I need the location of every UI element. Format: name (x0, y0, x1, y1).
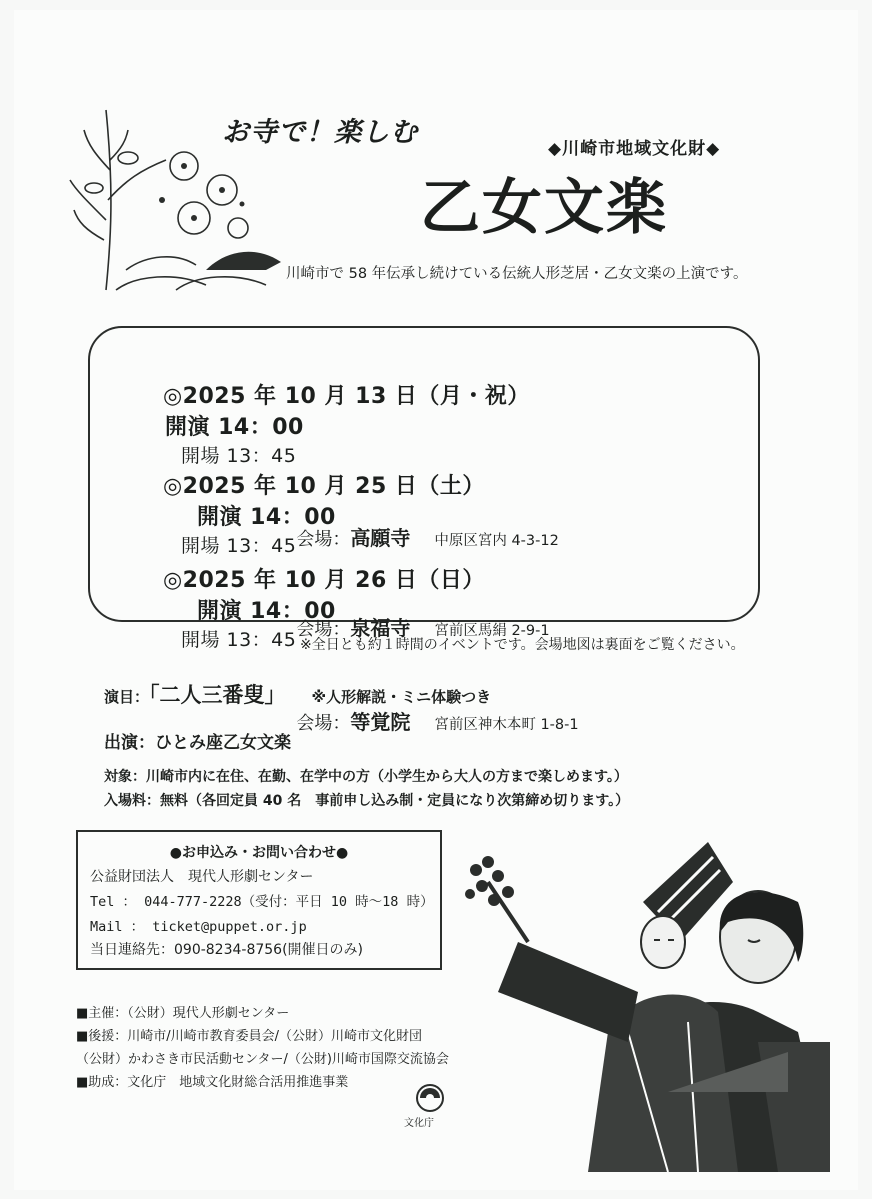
performance-date: ◎2025 年 10 月 26 日（日） (162, 568, 485, 593)
doors-time: 開場 13：45 (180, 535, 297, 557)
venue-address: 宮前区神木本町 1-8-1 (434, 717, 579, 733)
program-title: 「二人三番叟」 (149, 683, 286, 707)
venue-address: 宮前区馬絹 2-9-1 (434, 623, 550, 639)
start-time: 開演 14：00 (164, 415, 304, 440)
agency-logo-text: 文化庁 (404, 1118, 434, 1129)
contact-email[interactable]: Mail ： ticket@puppet.or.jp (90, 919, 307, 935)
performance-date: ◎2025 年 10 月 13 日（月・祝） (162, 384, 530, 409)
venue-label: 会場： (296, 619, 351, 640)
performance-date: ◎2025 年 10 月 25 日（土） (162, 474, 485, 499)
heritage-tag: ◆川崎市地域文化財◆ (548, 139, 721, 159)
contact-organization: 公益財団法人 現代人形劇センター (90, 869, 314, 885)
cast-name: ひとみ座乙女文楽 (155, 733, 291, 753)
cast-line (104, 728, 291, 753)
event-note: ※全日とも約１時間のイベントです。会場地図は裏面をご覧ください。 (300, 637, 745, 653)
doors-time: 開場 13：45 (180, 629, 297, 651)
venue-name: 高願寺 (350, 526, 411, 550)
cast-label: 出演： (104, 733, 155, 753)
credits-block (76, 1002, 449, 1094)
target-audience: 対象：川崎市内に在住、在勤、在学中の方（小学生から大人の方まで楽しめます。） (104, 769, 628, 785)
puppet-performance-photo (458, 842, 838, 1172)
contact-box (76, 830, 442, 970)
main-title: 乙女文楽 (420, 173, 668, 243)
program-line (104, 679, 491, 709)
doors-time: 開場 13：45 (180, 445, 297, 467)
program-extra: ※人形解説・ミニ体験つき (311, 688, 492, 706)
contact-phone[interactable]: Tel ： 044-777-2228（受付：平日 10 時～18 時） (90, 894, 434, 910)
contact-heading: ●お申込み・お問い合わせ● (169, 845, 349, 861)
admission-fee: 入場料：無料（各回定員 40 名 事前申し込み制・定員になり次第締め切ります。） (104, 793, 630, 809)
venue-name: 泉福寺 (350, 616, 411, 640)
credit-organizer: ■主催：（公財）現代人形劇センター (76, 1006, 290, 1021)
credit-grant: ■助成：文化庁 地域文化財総合活用推進事業 (76, 1075, 349, 1090)
start-time: 開演 14：00 (196, 599, 336, 624)
credit-support: ■後援：川崎市/川崎市教育委員会/（公財）川崎市文化財団 (76, 1029, 423, 1044)
venue-address: 中原区宮内 4-3-12 (434, 533, 559, 549)
subtitle: お寺で！楽しむ (222, 117, 418, 148)
venue-name: 等覚院 (350, 710, 411, 734)
contact-day-phone: 当日連絡先：090-8234-8756(開催日のみ) (90, 942, 364, 958)
program-label: 演目： (104, 688, 150, 706)
start-time: 開演 14：00 (196, 505, 336, 530)
venue-label: 会場： (296, 713, 351, 734)
credit-support-cont: （公財）かわさき市民活動センター/（公財)川崎市国際交流協会 (76, 1052, 449, 1067)
lead-text: 川崎市で 58 年伝承し続けている伝統人形芝居・乙女文楽の上演です。 (286, 266, 748, 282)
venue-label: 会場： (296, 529, 351, 550)
